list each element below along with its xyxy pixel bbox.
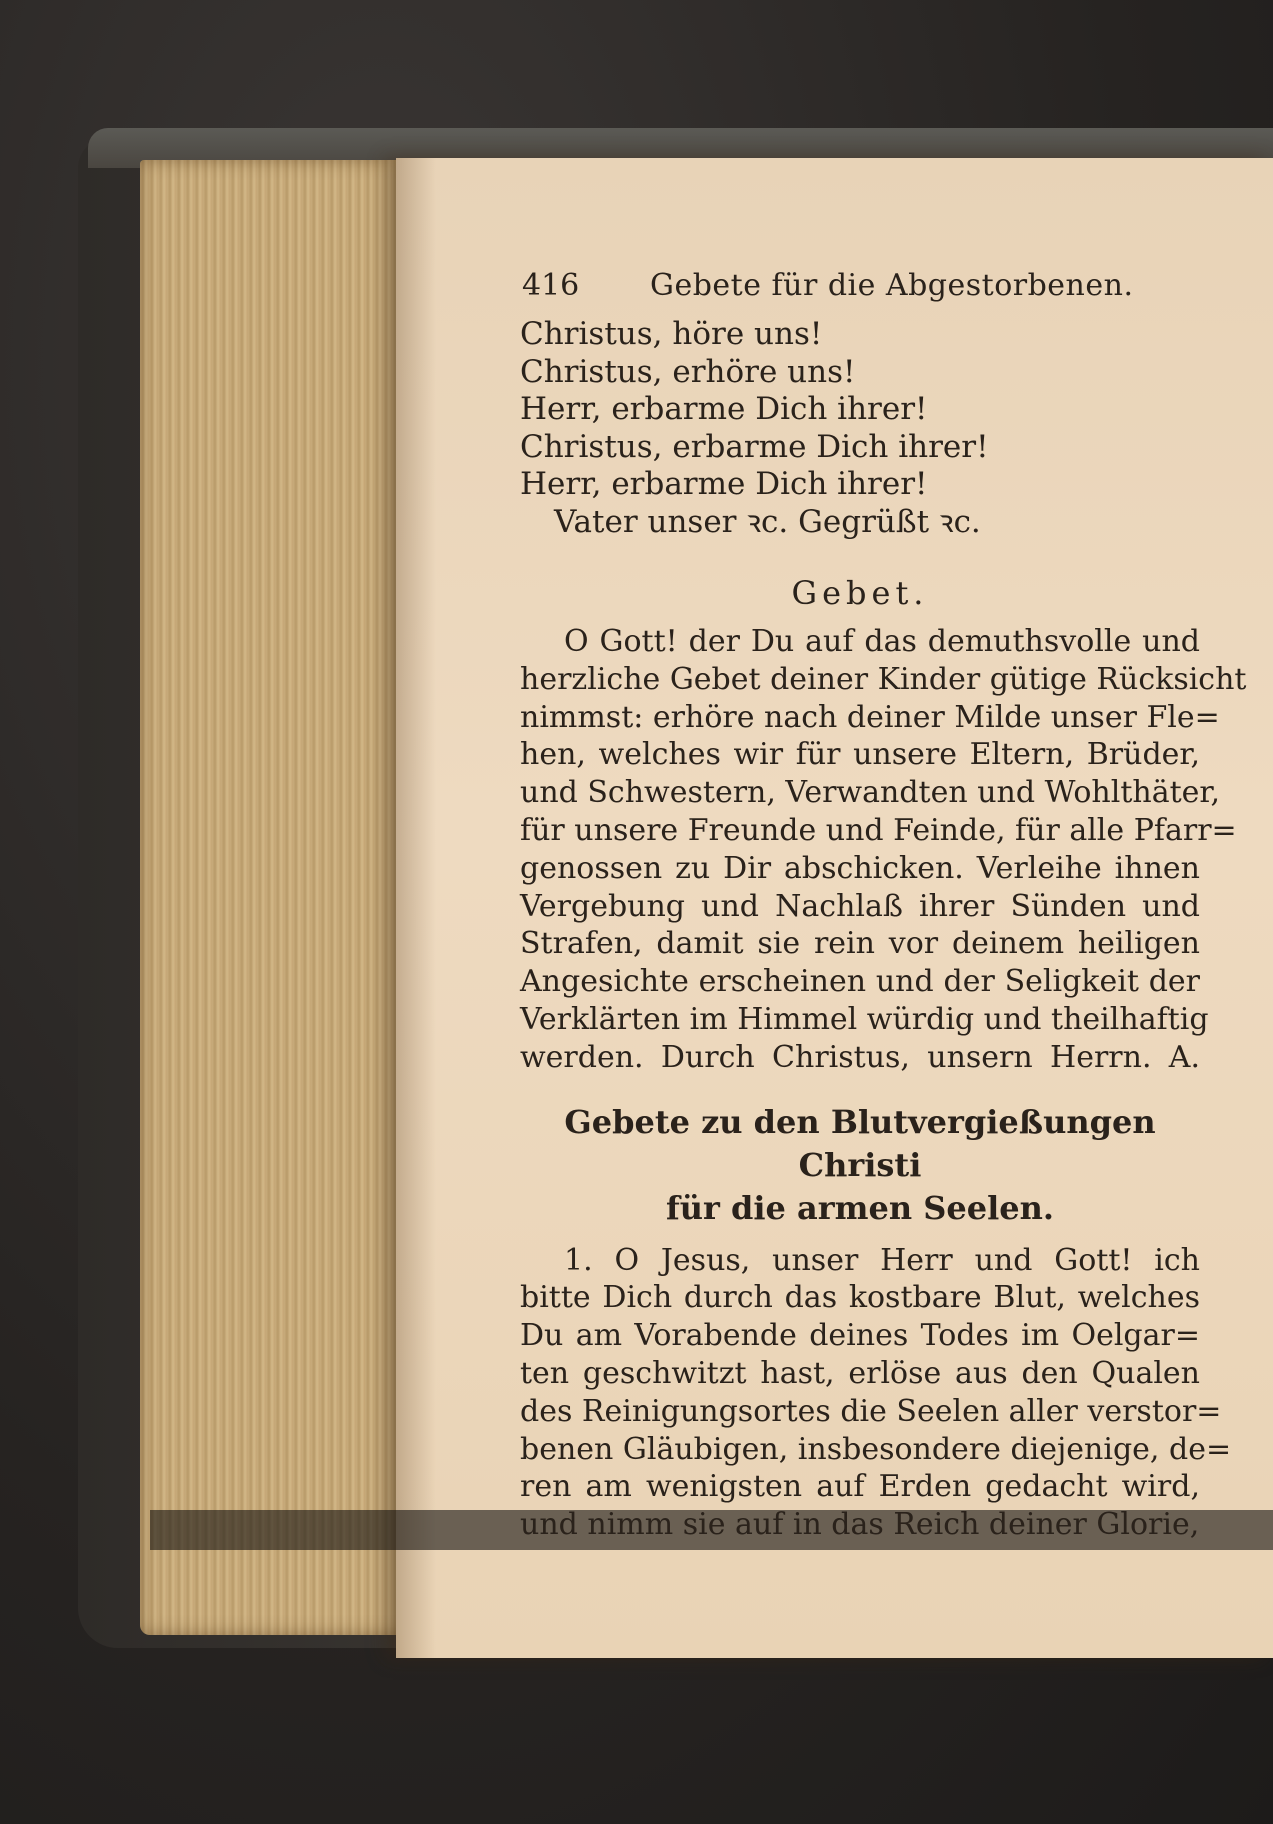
litany-line: Herr, erbarme Dich ihrer! <box>520 391 928 427</box>
litany-line: Christus, erhöre uns! <box>520 353 856 390</box>
text-line: benen Gläubigen, insbesondere diejenige, de= <box>520 1431 1232 1467</box>
text-line: Du am Vorabende deines Todes im Oelgar= <box>520 1318 1200 1354</box>
text-line: ten geschwitzt hast, erlöse aus den Qualen <box>520 1355 1200 1391</box>
section-title-line: für die armen Seelen. <box>665 1188 1055 1227</box>
text-line: werden. Durch Christus, unsern Herrn. A. <box>520 1039 1200 1075</box>
litany-line: Christus, erbarme Dich ihrer! <box>520 428 989 465</box>
prayer-paragraph <box>520 623 1247 1077</box>
page-header <box>520 268 1200 316</box>
text-line: 1. O Jesus, unser Herr und Gott! ich <box>564 1242 1200 1278</box>
section-title <box>520 1101 1200 1230</box>
litany-line: Vater unser ꝛc. Gegrüßt ꝛc. <box>554 503 981 540</box>
section-title-line: Gebete zu den Blutvergießungen Christi <box>564 1102 1156 1184</box>
text-line: nimmst: erhöre nach deiner Milde unser Fle= <box>520 699 1220 735</box>
text-line: Verklärten im Himmel würdig und theilhaftig <box>520 1001 1209 1037</box>
text-line: Strafen, damit sie rein vor deinem heiligen <box>520 926 1200 962</box>
text-line: Angesichte erscheinen und der Seligkeit der <box>520 964 1200 1000</box>
text-line: ren am wenigsten auf Erden gedacht wird, <box>520 1469 1200 1505</box>
page-number: 416 <box>522 268 580 303</box>
text-line: des Reinigungsortes die Seelen aller verstor= <box>520 1393 1222 1429</box>
gutter-shadow <box>396 158 436 1658</box>
litany-line: Christus, höre uns! <box>520 316 823 352</box>
section-paragraph <box>520 1242 1232 1544</box>
litany <box>520 316 1200 541</box>
text-line: genossen zu Dir abschicken. Verleihe ihnen <box>520 850 1200 886</box>
text-line: bitte Dich durch das kostbare Blut, welches <box>520 1280 1200 1316</box>
text-line: für unsere Freunde und Feinde, für alle Pfarr= <box>520 812 1237 848</box>
litany-line: Herr, erbarme Dich ihrer! <box>520 466 928 502</box>
text-line: hen, welches wir für unsere Eltern, Brüder, <box>520 737 1200 773</box>
text-line: Vergebung und Nachlaß ihrer Sünden und <box>520 888 1200 924</box>
prayer-heading: Gebet. <box>791 574 929 612</box>
text-line: und nimm sie auf in das Reich deiner Glorie, <box>520 1507 1200 1543</box>
running-head: Gebete für die Abgestorbenen. <box>650 268 1134 303</box>
text-line: herzliche Gebet deiner Kinder gütige Rücksicht <box>520 661 1247 697</box>
text-line: und Schwestern, Verwandten und Wohlthäter, <box>520 775 1221 811</box>
text-line: O Gott! der Du auf das demuthsvolle und <box>564 624 1200 659</box>
page-text <box>520 268 1247 1544</box>
